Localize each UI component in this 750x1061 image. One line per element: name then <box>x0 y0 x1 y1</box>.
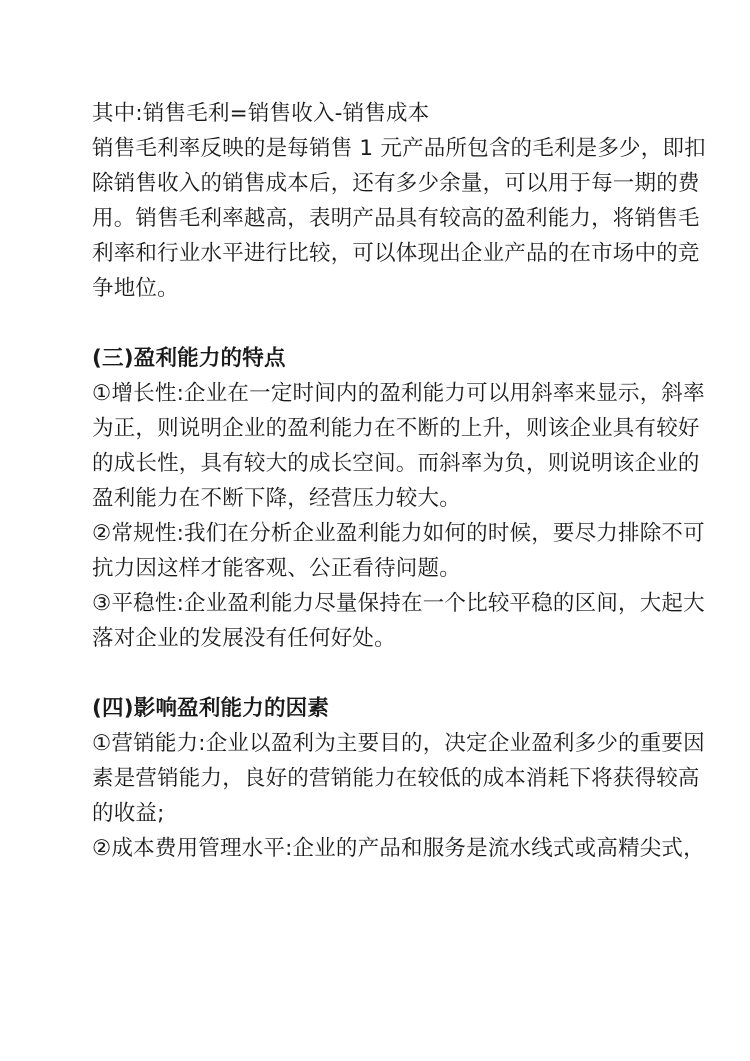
spacer <box>92 656 672 691</box>
text-line: 的成长性，具有较大的成长空间。而斜率为负，则说明该企业的 <box>92 451 700 476</box>
text-line: 的收益; <box>92 801 165 826</box>
text-line: ①增长性:企业在一定时间内的盈利能力可以用斜率来显示，斜率 <box>92 381 705 406</box>
text-line: ③平稳性:企业盈利能力尽量保持在一个比较平稳的区间，大起大 <box>92 591 705 616</box>
text-line: 利率和行业水平进行比较，可以体现出企业产品的在市场中的竞 <box>92 241 700 266</box>
text-line: 素是营销能力，良好的营销能力在较低的成本消耗下将获得较高 <box>92 766 700 791</box>
text-line: 用。销售毛利率越高，表明产品具有较高的盈利能力，将销售毛 <box>92 206 700 231</box>
text-line: 销售毛利率反映的是每销售 1 元产品所包含的毛利是多少，即扣 <box>92 136 706 161</box>
section-profitability-factors <box>92 691 705 866</box>
text-line: 落对企业的发展没有任何好处。 <box>92 626 396 651</box>
spacer <box>92 306 672 341</box>
section-heading: (三)盈利能力的特点 <box>92 346 286 371</box>
text-line: 争地位。 <box>92 276 179 301</box>
document-page <box>92 96 706 866</box>
text-line: ②成本费用管理水平:企业的产品和服务是流水线式或高精尖式， <box>92 836 705 861</box>
text-line: 抗力因这样才能客观、公正看待问题。 <box>92 556 461 581</box>
text-line: 盈利能力在不断下降，经营压力较大。 <box>92 486 461 511</box>
section-profitability-characteristics <box>92 341 705 656</box>
intro-paragraph <box>92 96 706 306</box>
text-line: 为正，则说明企业的盈利能力在不断的上升，则该企业具有较好 <box>92 416 700 441</box>
text-line: 除销售收入的销售成本后，还有多少余量，可以用于每一期的费 <box>92 171 700 196</box>
text-line: ②常规性:我们在分析企业盈利能力如何的时候，要尽力排除不可 <box>92 521 705 546</box>
section-heading: (四)影响盈利能力的因素 <box>92 696 330 721</box>
text-line: ①营销能力:企业以盈利为主要目的，决定企业盈利多少的重要因 <box>92 731 705 756</box>
text-line: 其中:销售毛利=销售收入-销售成本 <box>92 101 430 126</box>
